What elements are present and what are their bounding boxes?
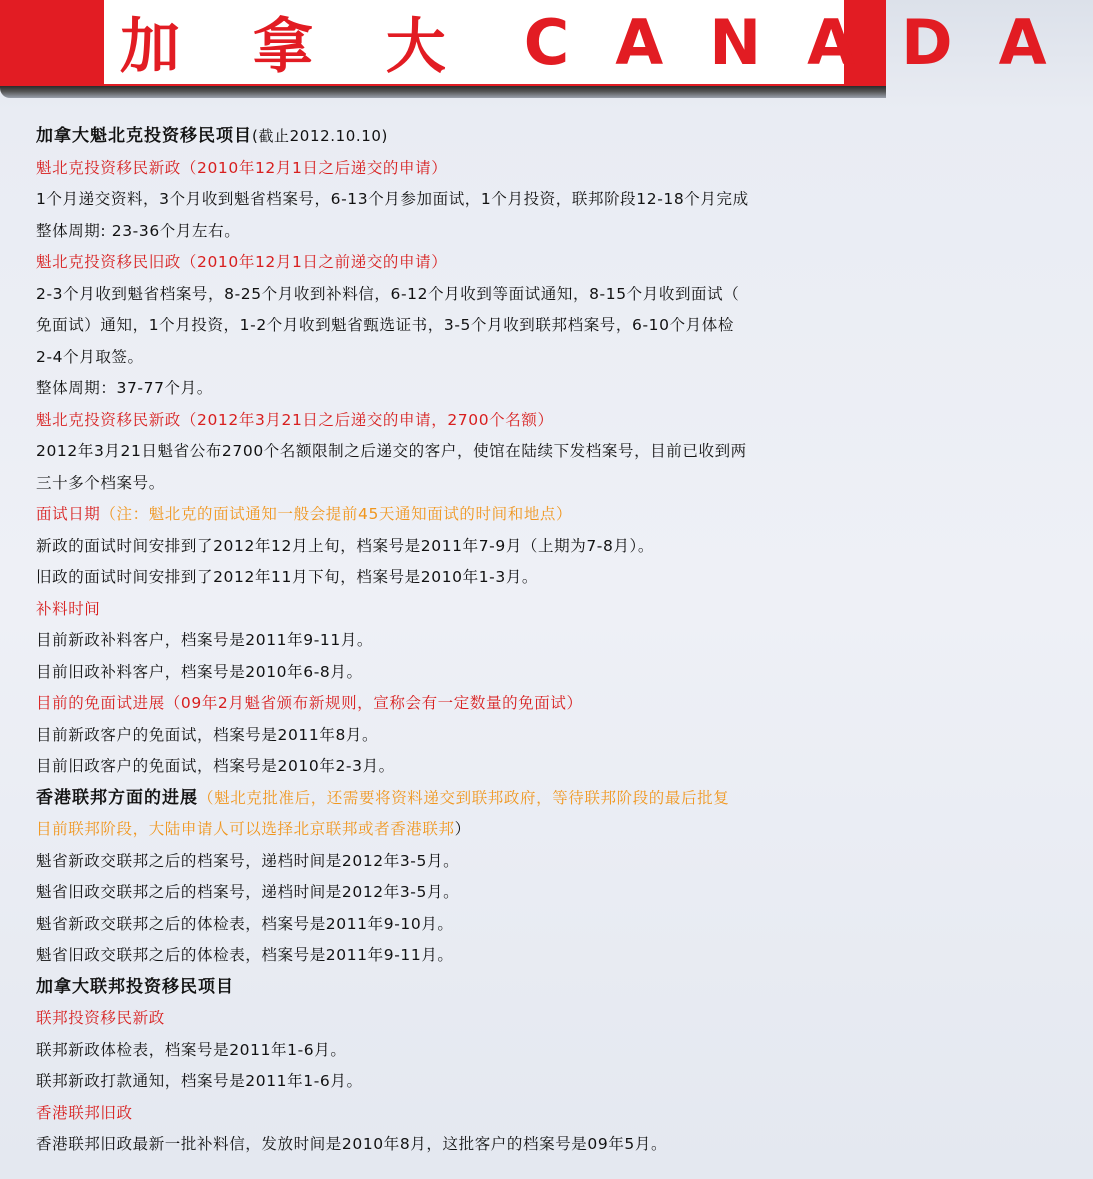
subheading-new-policy-2012: 魁北克投资移民新政（2012年3月21日之后递交的申请，2700个名额） (36, 410, 554, 429)
title-english: CANADA (523, 5, 1093, 79)
paragraph-line: 三十多个档案号。 (36, 473, 165, 492)
subheading-interview-waiver: 目前的免面试进展（09年2月魁省颁布新规则，宣称会有一定数量的免面试） (36, 694, 583, 712)
article-content (36, 121, 886, 1161)
title-chinese: 加 拿 大 (120, 12, 472, 82)
subheading-text: 面试日期 (36, 505, 101, 523)
paragraph-line: 免面试）通知，1个月投资，1-2个月收到魁省甄选证书，3-5个月收到联邦档案号，6-10个月体检 (36, 316, 734, 334)
paragraph-line (36, 814, 886, 846)
paragraph-line: 目前新政补料客户，档案号是2011年9-11月。 (36, 631, 374, 649)
heading-text: 加拿大联邦投资移民项目 (36, 976, 234, 997)
paragraph-line: 整体周期: 23-36个月左右。 (36, 221, 241, 240)
paragraph-line: 2-4个月取签。 (36, 347, 144, 366)
subheading-new-policy-2010: 魁北克投资移民新政（2010年12月1日之后递交的申请） (36, 158, 448, 177)
subheading-federal-new-policy: 联邦投资移民新政 (36, 1009, 165, 1027)
heading-text: 加拿大魁北克投资移民项目 (36, 126, 252, 146)
paragraph-line: 魁省旧政交联邦之后的体检表，档案号是2011年9-11月。 (36, 946, 454, 964)
subheading-old-policy: 魁北克投资移民旧政（2010年12月1日之前递交的申请） (36, 253, 448, 271)
paragraph-line: 2-3个月收到魁省档案号，8-25个月收到补料信，6-12个月收到等面试通知，8-15个月收到面试（ (36, 284, 740, 303)
subheading-interview-date (36, 499, 886, 531)
note-continuation: 目前联邦阶段，大陆申请人可以选择北京联邦或者香港联邦 (36, 820, 455, 838)
paragraph-line: 魁省旧政交联邦之后的档案号，递档时间是2012年3-5月。 (36, 883, 460, 901)
section-heading-hk-federal (36, 783, 886, 815)
paragraph-line: 联邦新政打款通知，档案号是2011年1-6月。 (36, 1072, 363, 1090)
section-heading-quebec (36, 121, 886, 153)
heading-text: 香港联邦方面的进展 (36, 787, 198, 808)
subheading-note: （注：魁北克的面试通知一般会提前45天通知面试的时间和地点） (100, 505, 573, 523)
subheading-hk-federal-old-policy: 香港联邦旧政 (36, 1103, 133, 1122)
paragraph-line: 香港联邦旧政最新一批补料信，发放时间是2010年8月，这批客户的档案号是09年5月。 (36, 1135, 668, 1153)
paragraph-line: 目前新政客户的免面试，档案号是2011年8月。 (36, 725, 379, 744)
heading-note: (截止2012.10.10) (252, 127, 388, 145)
closing-paren: ） (454, 820, 471, 838)
paragraph-line: 2012年3月21日魁省公布2700个名额限制之后递交的客户，使馆在陆续下发档案号，目前已收到两 (36, 442, 747, 460)
paragraph-line: 1个月递交资料，3个月收到魁省档案号，6-13个月参加面试，1个月投资，联邦阶段12-18个月完成 (36, 190, 749, 208)
section-heading-federal (36, 972, 886, 1004)
subheading-supplement-time: 补料时间 (36, 599, 101, 618)
banner-shadow-divider (0, 86, 886, 98)
paragraph-line: 目前旧政客户的免面试，档案号是2010年2-3月。 (36, 757, 395, 775)
paragraph-line: 魁省新政交联邦之后的档案号，递档时间是2012年3-5月。 (36, 851, 460, 870)
page-title (104, 0, 1093, 84)
paragraph-line: 联邦新政体检表，档案号是2011年1-6月。 (36, 1040, 347, 1059)
paragraph-line: 新政的面试时间安排到了2012年12月上旬，档案号是2011年7-9月（上期为7-8月）。 (36, 536, 654, 555)
paragraph-line: 目前旧政补料客户，档案号是2010年6-8月。 (36, 662, 363, 681)
paragraph-line: 旧政的面试时间安排到了2012年11月下旬，档案号是2010年1-3月。 (36, 568, 539, 586)
paragraph-line: 整体周期：37-77个月。 (36, 379, 213, 397)
paragraph-line: 魁省新政交联邦之后的体检表，档案号是2011年9-10月。 (36, 914, 454, 933)
heading-note: （魁北克批准后，还需要将资料递交到联邦政府，等待联邦阶段的最后批复 (198, 788, 730, 807)
